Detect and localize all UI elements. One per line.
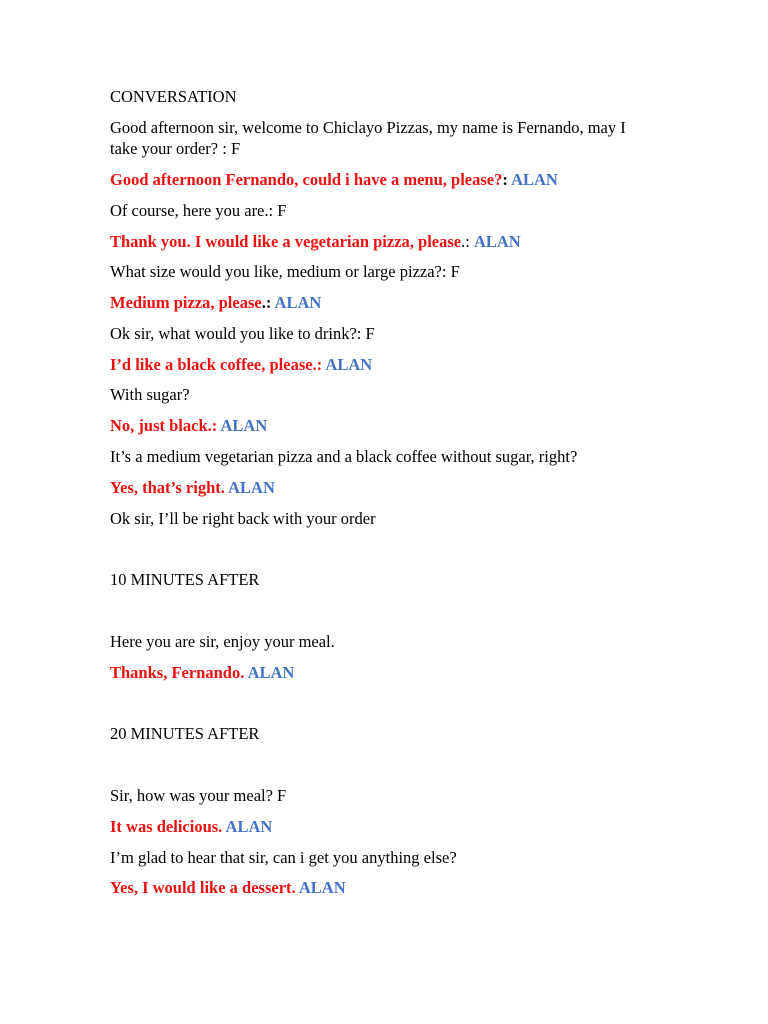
customer-text: It was delicious. xyxy=(110,817,226,836)
section-heading-20-minutes: 20 MINUTES AFTER xyxy=(110,724,260,743)
customer-text: Yes, I would like a dessert. xyxy=(110,878,299,897)
waiter-line-3: What size would you like, medium or large pizza?: F xyxy=(110,262,460,281)
speaker-tag: ALAN xyxy=(220,416,268,435)
separator: .: xyxy=(261,293,275,312)
speaker-tag: ALAN xyxy=(247,663,295,682)
waiter-line-2: Of course, here you are.: F xyxy=(110,201,287,220)
customer-text: Medium pizza, please xyxy=(110,293,262,312)
waiter-line-1: Good afternoon sir, welcome to Chiclayo Pizzas, my name is Fernando, may I take your order? : F xyxy=(110,118,626,158)
customer-line-5 xyxy=(110,415,650,436)
customer-line-6 xyxy=(110,477,650,498)
customer-line-3 xyxy=(110,292,650,313)
customer-text: I’d like a black coffee, please.: xyxy=(110,355,326,374)
section-heading-10-minutes: 10 MINUTES AFTER xyxy=(110,570,260,589)
customer-line-7 xyxy=(110,662,650,683)
speaker-tag: ALAN xyxy=(225,817,273,836)
customer-text: Thank you. I would like a vegetarian pizza, please xyxy=(110,232,462,251)
speaker-tag: ALAN xyxy=(473,232,521,251)
waiter-line-7: Ok sir, I’ll be right back with your order xyxy=(110,509,376,528)
speaker-tag: ALAN xyxy=(511,170,558,189)
speaker-tag: ALAN xyxy=(325,355,373,374)
customer-line-1 xyxy=(110,169,650,190)
waiter-line-5: With sugar? xyxy=(110,385,190,404)
customer-text: Good afternoon Fernando, could i have a menu, please? xyxy=(110,170,503,189)
customer-line-2 xyxy=(110,231,650,252)
customer-text: Thanks, Fernando. xyxy=(110,663,248,682)
customer-line-4 xyxy=(110,354,650,375)
conversation-heading: CONVERSATION xyxy=(110,87,237,106)
customer-text: Yes, that’s right. xyxy=(110,478,229,497)
separator: .: xyxy=(461,232,474,251)
customer-text: No, just black.: xyxy=(110,416,221,435)
customer-line-9 xyxy=(110,877,650,898)
speaker-tag: ALAN xyxy=(298,878,346,897)
speaker-tag: ALAN xyxy=(274,293,322,312)
separator: : xyxy=(502,170,512,189)
waiter-line-6: It’s a medium vegetarian pizza and a black coffee without sugar, right? xyxy=(110,447,578,466)
waiter-line-9: Sir, how was your meal? F xyxy=(110,786,287,805)
waiter-line-10: I’m glad to hear that sir, can i get you anything else? xyxy=(110,848,457,867)
customer-line-8 xyxy=(110,816,650,837)
waiter-line-4: Ok sir, what would you like to drink?: F xyxy=(110,324,375,343)
speaker-tag: ALAN xyxy=(228,478,275,497)
waiter-line-8: Here you are sir, enjoy your meal. xyxy=(110,632,335,651)
